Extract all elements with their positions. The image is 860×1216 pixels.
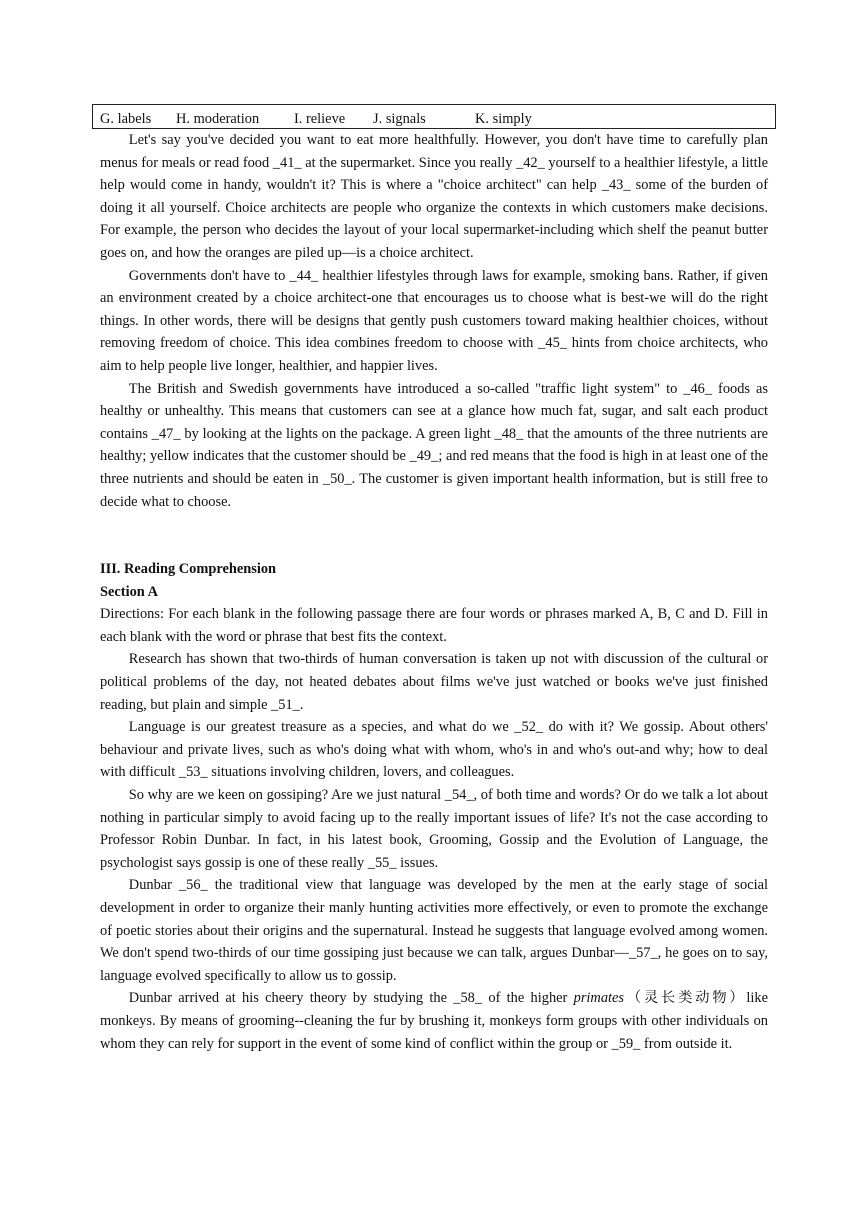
reading-paragraph-3: So why are we keen on gossiping? Are we just natural _54_, of both time and words? Or do we talk a lot about nothing in particular simply to avoid facing up to the really important issues of life? It's not the case according to Professor Robin Dunbar. In fact, in his latest book, Grooming, Gossip and the Evolution of Language, the psychologist says gossip is one of these really _55_ issues. [100, 787, 768, 871]
cloze-paragraph-1: Let's say you've decided you want to eat more healthfully. However, you don't have time to carefully plan menus for meals or read food _41_ at the supermarket. Since you really _42_ yourself to a healthier lifestyle, a little help would come in handy, wouldn't it? This is where a "choice architect" can help _43_ some of the burden of doing it all yourself. Choice architects are people who organize the contexts in which customers make decisions. For example, the person who decides the layout of your local supermarket-including which shelf the peanut butter goes on, and how the oranges are piled up—is a choice architect. [100, 132, 768, 261]
word-bank-item-j: J. signals [373, 111, 426, 127]
reading-paragraph-4: Dunbar _56_ the traditional view that language was developed by the men at the early stage of social development in order to organize their manly hunting activities more effectively, or even to promote the exchange of poetic stories about their origins and the supernatural. Instead he suggests that language evolved among women. We don't spend two-thirds of our time gossiping just because we can talk, argues Dunbar—_57_, he goes on to say, language evolved specifically to allow us to gossip. [100, 877, 768, 984]
reading-paragraph-5: Dunbar arrived at his cheery theory by studying the _58_ of the higher primates（灵长类动物）like monkeys. By means of grooming--cleaning the fur by brushing it, monkeys form groups with other individuals on whom they can rely for support in the event of some kind of conflict within the group or _59_ from outside it. [100, 990, 768, 1052]
cloze-paragraph-2: Governments don't have to _44_ healthier lifestyles through laws for example, smoking bans. Rather, if given an environment created by a choice architect-one that encourages us to choose what is best-we will do the right things. In other words, there will be designs that gently push customers toward making healthier choices, without removing freedom of choice. This idea combines freedom to choose with _45_ hints from choice architects, who aim to help people live longer, healthier, and happier lives. [100, 267, 768, 374]
section-subheading: Section A [100, 583, 158, 600]
cloze-paragraph-3: The British and Swedish governments have introduced a so-called "traffic light system" to _46_ foods as healthy or unhealthy. This means that customers can see at a glance how much fat, sugar, and salt each product contains _47_ by looking at the lights on the package. A green light _48_ that the amounts of the three nutrients are healthy; yellow indicates that the customer should be _49_; and red means that the food is high in at least one of the three nutrients and should be eaten in _50_. The customer is given important health information, but is still free to decide what to choose. [100, 380, 768, 510]
directions-text: Directions: For each blank in the following passage there are four words or phrases marked A, B, C and D. Fill in each blank with the word or phrase that best fits the context. [100, 606, 768, 645]
word-bank-item-g: G. labels [100, 111, 152, 127]
section-heading: III. Reading Comprehension [100, 561, 277, 578]
primates-term: primates [573, 990, 625, 1007]
word-bank-item-h: H. moderation [176, 111, 260, 127]
reading-paragraph-1: Research has shown that two-thirds of human conversation is taken up not with discussion of the cultural or political problems of the day, not heated debates about films we've just watched or books we've just finished reading, but plain and simple _51_. [100, 651, 768, 713]
word-bank-item-i: I. relieve [294, 111, 346, 127]
word-bank-box [92, 104, 776, 129]
word-bank-item-k: K. simply [475, 111, 532, 127]
document-page [100, 104, 768, 1055]
reading-paragraph-2: Language is our greatest treasure as a species, and what do we _52_ do with it? We gossip. About others' behaviour and private lives, such as who's doing what with whom, who's in and who's out-and why; how to deal with difficult _53_ situations involving children, lovers, and colleagues. [100, 719, 768, 781]
